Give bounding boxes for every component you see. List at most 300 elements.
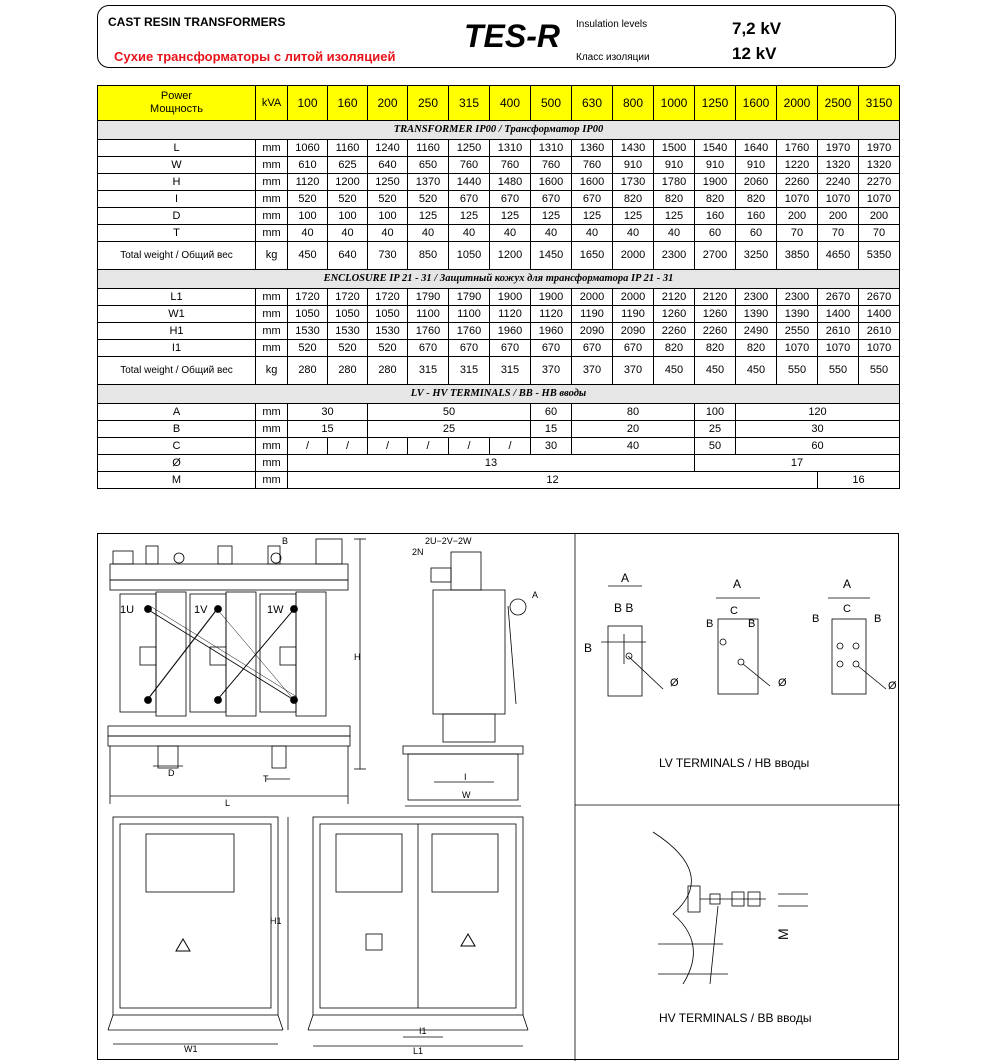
- row-label: Total weight / Общий вес: [98, 242, 256, 270]
- table-cell: 40: [613, 225, 654, 242]
- phase-1w-label: 1W: [267, 604, 284, 616]
- technical-drawings: [98, 534, 900, 1061]
- table-cell: 125: [654, 208, 695, 225]
- table-cell: 1720: [328, 289, 368, 306]
- table-cell: 40: [328, 225, 368, 242]
- row-label: C: [98, 438, 256, 455]
- enclosure-row-w1: [98, 306, 900, 323]
- table-cell: 910: [695, 157, 736, 174]
- unit-header-cell: kVA: [256, 86, 288, 121]
- term-c-slash: /: [368, 438, 408, 455]
- term-b-4: 20: [572, 421, 695, 438]
- table-cell: 200: [818, 208, 859, 225]
- table-cell: 670: [449, 340, 490, 357]
- table-cell: 2090: [572, 323, 613, 340]
- row-unit: mm: [256, 323, 288, 340]
- dim-h-label: H: [354, 652, 361, 662]
- table-cell: 550: [818, 357, 859, 385]
- table-cell: 40: [449, 225, 490, 242]
- table-cell: 2610: [859, 323, 900, 340]
- table-cell: 1190: [613, 306, 654, 323]
- table-cell: 450: [736, 357, 777, 385]
- enclosure-row-i1: [98, 340, 900, 357]
- term-a-3: 60: [531, 404, 572, 421]
- terminal-row-c: [98, 438, 900, 455]
- table-cell: 520: [328, 340, 368, 357]
- lv-terminals-drawing: [584, 571, 897, 696]
- kva-header-cell: 200: [368, 86, 408, 121]
- row-label: Total weight / Общий вес: [98, 357, 256, 385]
- term-c-slash: /: [449, 438, 490, 455]
- table-cell: 550: [859, 357, 900, 385]
- row-label: Ø: [98, 455, 256, 472]
- row-unit: mm: [256, 157, 288, 174]
- ip00-row-h: [98, 174, 900, 191]
- ip00-row-i: [98, 191, 900, 208]
- enclosure-weight-row: [98, 357, 900, 385]
- table-cell: 1900: [695, 174, 736, 191]
- ip00-row-l: [98, 140, 900, 157]
- insulation-value-2: 12 kV: [732, 44, 777, 63]
- table-cell: 1250: [368, 174, 408, 191]
- row-label: D: [98, 208, 256, 225]
- table-cell: 1400: [818, 306, 859, 323]
- term-m-2: 16: [818, 472, 900, 489]
- table-cell: 1780: [654, 174, 695, 191]
- lv-b3-label: B: [812, 613, 820, 625]
- drawings-panel: [97, 533, 899, 1060]
- table-cell: 1220: [777, 157, 818, 174]
- table-cell: 850: [408, 242, 449, 270]
- term-c-4: 40: [572, 438, 695, 455]
- table-cell: 1960: [531, 323, 572, 340]
- term-a-4: 80: [572, 404, 695, 421]
- lv-terminals-caption: LV TERMINALS / НВ вводы: [659, 756, 810, 770]
- table-cell: 760: [531, 157, 572, 174]
- row-label: L: [98, 140, 256, 157]
- lv-c3-label: C: [843, 603, 851, 615]
- table-cell: 100: [328, 208, 368, 225]
- table-cell: 820: [613, 191, 654, 208]
- term-c-slash: /: [408, 438, 449, 455]
- table-cell: 670: [490, 191, 531, 208]
- row-label: B: [98, 421, 256, 438]
- lv-a3-label: A: [843, 577, 852, 591]
- dim-l-label: L: [225, 798, 231, 808]
- table-cell: 315: [408, 357, 449, 385]
- table-cell: 1120: [531, 306, 572, 323]
- table-cell: 640: [368, 157, 408, 174]
- table-cell: 1160: [408, 140, 449, 157]
- row-unit: mm: [256, 421, 288, 438]
- table-cell: 450: [695, 357, 736, 385]
- table-cell: 1160: [328, 140, 368, 157]
- table-cell: 670: [531, 340, 572, 357]
- row-label: A: [98, 404, 256, 421]
- table-cell: 1070: [859, 340, 900, 357]
- side-2n-label: 2N: [412, 547, 424, 557]
- row-label: I1: [98, 340, 256, 357]
- table-cell: 650: [408, 157, 449, 174]
- table-cell: 760: [572, 157, 613, 174]
- kva-header-cell: 1600: [736, 86, 777, 121]
- term-b-1: 15: [288, 421, 368, 438]
- table-cell: 820: [654, 340, 695, 357]
- table-cell: 640: [328, 242, 368, 270]
- table-cell: 1260: [695, 306, 736, 323]
- table-cell: 315: [490, 357, 531, 385]
- side-w-label: W: [462, 790, 471, 800]
- table-cell: 2670: [818, 289, 859, 306]
- table-cell: 1240: [368, 140, 408, 157]
- ip00-weight-row: [98, 242, 900, 270]
- row-label: H: [98, 174, 256, 191]
- table-cell: 1760: [777, 140, 818, 157]
- table-cell: 820: [695, 340, 736, 357]
- table-cell: 1790: [408, 289, 449, 306]
- table-cell: 370: [531, 357, 572, 385]
- table-cell: 2270: [859, 174, 900, 191]
- enclosure-side-drawing: [308, 817, 528, 1056]
- table-cell: 70: [859, 225, 900, 242]
- term-phi-1: 13: [288, 455, 695, 472]
- table-cell: 2670: [859, 289, 900, 306]
- table-cell: 1190: [572, 306, 613, 323]
- table-cell: 1900: [531, 289, 572, 306]
- table-cell: 125: [490, 208, 531, 225]
- table-cell: 1900: [490, 289, 531, 306]
- table-cell: 1500: [654, 140, 695, 157]
- term-c-6: 60: [736, 438, 900, 455]
- table-cell: 1200: [328, 174, 368, 191]
- table-cell: 520: [408, 191, 449, 208]
- section-transformer-ip00: [98, 121, 900, 140]
- row-unit: kg: [256, 357, 288, 385]
- terminal-row-a: [98, 404, 900, 421]
- phase-1v-label: 1V: [194, 604, 208, 616]
- term-phi-2: 17: [695, 455, 900, 472]
- table-cell: 520: [288, 191, 328, 208]
- kva-header-cell: 2500: [818, 86, 859, 121]
- table-cell: 1530: [288, 323, 328, 340]
- table-cell: 910: [736, 157, 777, 174]
- front-view-drawing: [108, 536, 366, 808]
- kva-header-cell: 400: [490, 86, 531, 121]
- side-view-drawing: [403, 536, 538, 806]
- table-cell: 2000: [572, 289, 613, 306]
- table-cell: 40: [531, 225, 572, 242]
- table-cell: 1440: [449, 174, 490, 191]
- dim-d-label: D: [168, 768, 175, 778]
- table-cell: 160: [695, 208, 736, 225]
- table-cell: 1120: [288, 174, 328, 191]
- row-label: L1: [98, 289, 256, 306]
- table-cell: 910: [613, 157, 654, 174]
- table-cell: 1050: [368, 306, 408, 323]
- table-cell: 450: [654, 357, 695, 385]
- table-cell: 2000: [613, 242, 654, 270]
- table-cell: 670: [449, 191, 490, 208]
- insulation-value-1: 7,2 kV: [732, 19, 782, 38]
- row-unit: mm: [256, 225, 288, 242]
- lv-a1-label: A: [621, 571, 630, 585]
- hv-m-label: M: [775, 928, 791, 940]
- row-unit: mm: [256, 340, 288, 357]
- enclosure-row-h1: [98, 323, 900, 340]
- kva-header-cell: 250: [408, 86, 449, 121]
- ip00-row-d: [98, 208, 900, 225]
- table-cell: 2000: [613, 289, 654, 306]
- side-a-label: A: [532, 590, 539, 600]
- lv-a2-label: A: [733, 577, 742, 591]
- table-cell: 1120: [490, 306, 531, 323]
- table-cell: 1720: [288, 289, 328, 306]
- table-cell: 670: [490, 340, 531, 357]
- term-b-3: 15: [531, 421, 572, 438]
- term-c-slash: /: [328, 438, 368, 455]
- table-cell: 40: [408, 225, 449, 242]
- table-cell: 820: [695, 191, 736, 208]
- table-cell: 670: [572, 340, 613, 357]
- table-cell: 1070: [818, 191, 859, 208]
- table-cell: 70: [818, 225, 859, 242]
- kva-header-cell: 100: [288, 86, 328, 121]
- kva-header-cell: 1250: [695, 86, 736, 121]
- table-cell: 125: [531, 208, 572, 225]
- phase-1u-label: 1U: [120, 604, 135, 616]
- table-cell: 520: [328, 191, 368, 208]
- row-unit: mm: [256, 174, 288, 191]
- table-cell: 200: [777, 208, 818, 225]
- term-a-2: 50: [368, 404, 531, 421]
- table-cell: 1050: [449, 242, 490, 270]
- table-cell: 1430: [613, 140, 654, 157]
- table-cell: 670: [408, 340, 449, 357]
- table-cell: 1100: [449, 306, 490, 323]
- lv-phi1-label: Ø: [670, 677, 679, 689]
- term-a-1: 30: [288, 404, 368, 421]
- ip00-row-t: [98, 225, 900, 242]
- row-unit: mm: [256, 472, 288, 489]
- term-b-5: 25: [695, 421, 736, 438]
- hv-terminals-caption: HV TERMINALS / ВВ вводы: [659, 1011, 812, 1025]
- enc-h1-label: H1: [270, 916, 282, 926]
- row-label: H1: [98, 323, 256, 340]
- table-cell: 2090: [613, 323, 654, 340]
- table-cell: 2120: [695, 289, 736, 306]
- title-russian: Сухие трансформаторы с литой изоляцией: [114, 49, 396, 64]
- table-cell: 1760: [408, 323, 449, 340]
- term-c-3: 30: [531, 438, 572, 455]
- row-unit: mm: [256, 208, 288, 225]
- row-unit: kg: [256, 242, 288, 270]
- table-cell: 2260: [695, 323, 736, 340]
- table-cell: 730: [368, 242, 408, 270]
- table-cell: 1400: [859, 306, 900, 323]
- table-cell: 1450: [531, 242, 572, 270]
- power-label-en: Power: [160, 90, 193, 102]
- kva-header-cell: 160: [328, 86, 368, 121]
- table-cell: 1960: [490, 323, 531, 340]
- table-cell: 450: [288, 242, 328, 270]
- table-cell: 2610: [818, 323, 859, 340]
- row-label: M: [98, 472, 256, 489]
- table-cell: 200: [859, 208, 900, 225]
- table-cell: 4650: [818, 242, 859, 270]
- table-cell: 160: [736, 208, 777, 225]
- terminal-row-phi: [98, 455, 900, 472]
- table-cell: 610: [288, 157, 328, 174]
- table-cell: 1250: [449, 140, 490, 157]
- dim-t-label: T: [263, 774, 269, 784]
- table-cell: 370: [572, 357, 613, 385]
- table-cell: 1480: [490, 174, 531, 191]
- table-cell: 280: [368, 357, 408, 385]
- row-unit: mm: [256, 140, 288, 157]
- table-cell: 125: [408, 208, 449, 225]
- row-unit: mm: [256, 306, 288, 323]
- table-cell: 125: [449, 208, 490, 225]
- table-cell: 1070: [777, 340, 818, 357]
- lv-b3b-label: B: [874, 613, 882, 625]
- table-cell: 1390: [777, 306, 818, 323]
- table-cell: 100: [288, 208, 328, 225]
- row-unit: mm: [256, 289, 288, 306]
- table-cell: 1390: [736, 306, 777, 323]
- table-cell: 520: [368, 191, 408, 208]
- title-english: CAST RESIN TRANSFORMERS: [108, 15, 286, 29]
- kva-header-cell: 630: [572, 86, 613, 121]
- table-cell: 40: [368, 225, 408, 242]
- table-cell: 40: [490, 225, 531, 242]
- kva-header-cell: 800: [613, 86, 654, 121]
- table-cell: 1600: [572, 174, 613, 191]
- header-box: [97, 5, 896, 68]
- enc-w1-label: W1: [184, 1044, 198, 1054]
- table-cell: 520: [368, 340, 408, 357]
- enc-l1-label: L1: [413, 1046, 424, 1056]
- table-cell: 1720: [368, 289, 408, 306]
- table-cell: 60: [736, 225, 777, 242]
- enclosure-front-drawing: [108, 817, 288, 1054]
- row-unit: mm: [256, 191, 288, 208]
- table-cell: 1530: [328, 323, 368, 340]
- row-label: I: [98, 191, 256, 208]
- lv-bb-label: B B: [614, 601, 634, 615]
- table-cell: 1310: [490, 140, 531, 157]
- table-cell: 2700: [695, 242, 736, 270]
- table-cell: 315: [449, 357, 490, 385]
- table-cell: 1640: [736, 140, 777, 157]
- dim-b-label: B: [282, 536, 289, 546]
- row-label: W: [98, 157, 256, 174]
- insulation-label-ru: Класс изоляции: [576, 52, 650, 63]
- table-cell: 1320: [818, 157, 859, 174]
- table-cell: 1370: [408, 174, 449, 191]
- table-cell: 550: [777, 357, 818, 385]
- table-cell: 60: [695, 225, 736, 242]
- table-cell: 1760: [449, 323, 490, 340]
- lv-phi3-label: Ø: [888, 680, 897, 692]
- terminal-row-m: [98, 472, 900, 489]
- table-cell: 670: [531, 191, 572, 208]
- ip00-row-w: [98, 157, 900, 174]
- table-cell: 1650: [572, 242, 613, 270]
- table-cell: 2300: [736, 289, 777, 306]
- term-b-2: 25: [368, 421, 531, 438]
- table-cell: 820: [654, 191, 695, 208]
- table-cell: 370: [613, 357, 654, 385]
- enc-i1-label: I1: [419, 1026, 427, 1036]
- table-cell: 5350: [859, 242, 900, 270]
- term-c-5: 50: [695, 438, 736, 455]
- row-label: T: [98, 225, 256, 242]
- power-header-cell: [98, 86, 256, 121]
- section-enclosure: [98, 270, 900, 289]
- lv-b2-label: B: [706, 618, 714, 630]
- table-cell: 1730: [613, 174, 654, 191]
- section-enclosure-cell: ENCLOSURE IP 21 - 31 / Защитный кожух для трансформатора IP 21 - 31: [98, 270, 900, 289]
- model-name: TES-R: [464, 18, 560, 54]
- section-transformer-ip00-cell: TRANSFORMER IP00 / Трансформатор IP00: [98, 121, 900, 140]
- table-cell: 2260: [654, 323, 695, 340]
- kva-header-cell: 3150: [859, 86, 900, 121]
- row-unit: mm: [256, 404, 288, 421]
- table-cell: 2300: [777, 289, 818, 306]
- table-cell: 2550: [777, 323, 818, 340]
- table-cell: 1600: [531, 174, 572, 191]
- table-cell: 1310: [531, 140, 572, 157]
- section-terminals: [98, 385, 900, 404]
- row-unit: mm: [256, 455, 288, 472]
- hv-terminals-drawing: [653, 832, 808, 984]
- table-cell: 1050: [328, 306, 368, 323]
- power-header-row: [98, 86, 900, 121]
- table-cell: 670: [572, 191, 613, 208]
- term-b-6: 30: [736, 421, 900, 438]
- table-cell: 1320: [859, 157, 900, 174]
- table-cell: 1970: [818, 140, 859, 157]
- table-cell: 1100: [408, 306, 449, 323]
- table-cell: 2120: [654, 289, 695, 306]
- table-cell: 670: [613, 340, 654, 357]
- power-label-ru: Мощность: [150, 103, 203, 115]
- table-cell: 280: [288, 357, 328, 385]
- table-cell: 1790: [449, 289, 490, 306]
- term-c-slash: /: [288, 438, 328, 455]
- table-cell: 280: [328, 357, 368, 385]
- table-cell: 1530: [368, 323, 408, 340]
- table-cell: 760: [449, 157, 490, 174]
- table-cell: 1070: [818, 340, 859, 357]
- kva-header-cell: 500: [531, 86, 572, 121]
- term-a-6: 120: [736, 404, 900, 421]
- side-top-label: 2U−2V−2W: [425, 536, 472, 546]
- table-cell: 2060: [736, 174, 777, 191]
- table-cell: 1260: [654, 306, 695, 323]
- table-cell: 1060: [288, 140, 328, 157]
- table-cell: 40: [654, 225, 695, 242]
- lv-b2b-label: B: [748, 618, 756, 630]
- table-cell: 2490: [736, 323, 777, 340]
- table-cell: 40: [288, 225, 328, 242]
- lv-c2-label: C: [730, 605, 738, 617]
- table-cell: 520: [288, 340, 328, 357]
- term-c-slash: /: [490, 438, 531, 455]
- term-a-5: 100: [695, 404, 736, 421]
- table-cell: 3250: [736, 242, 777, 270]
- kva-header-cell: 2000: [777, 86, 818, 121]
